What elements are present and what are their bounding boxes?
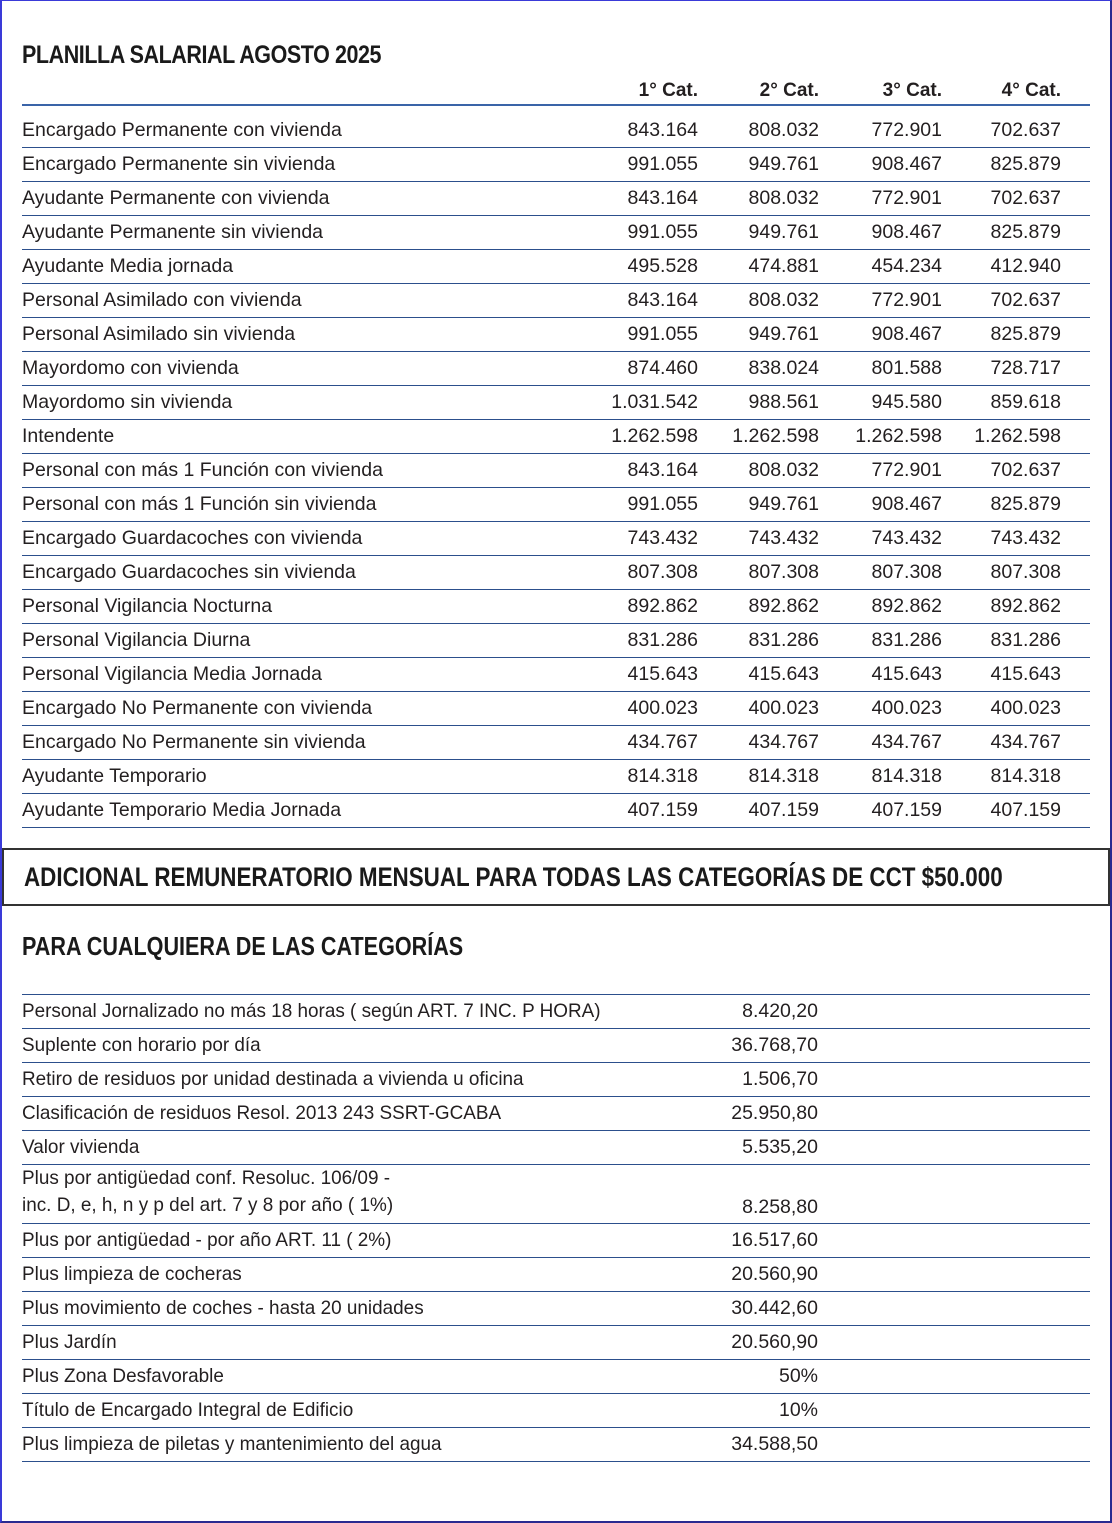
cell-cat-3: 908.467: [871, 221, 942, 243]
table-row: [22, 284, 1090, 318]
list-item: [22, 1292, 1090, 1326]
row-label: Mayordomo con vivienda: [22, 357, 239, 379]
cell-cat-4: 400.023: [990, 697, 1061, 719]
row-label: Ayudante Media jornada: [22, 255, 234, 277]
item-value: 50%: [778, 1365, 818, 1387]
cell-cat-1: 814.318: [627, 765, 698, 787]
page-title: PLANILLA SALARIAL AGOSTO 2025: [22, 41, 382, 69]
cell-cat-3: 801.588: [871, 357, 942, 379]
item-label: Plus por antigüedad conf. Resoluc. 106/09 - inc. D, e, h, n y p del art. 7 y 8 por año ( 1%): [22, 1167, 394, 1216]
table-row: [22, 794, 1090, 828]
cell-cat-4: 702.637: [990, 289, 1061, 311]
cell-cat-1: 843.164: [627, 289, 698, 311]
cell-cat-3: 831.286: [871, 629, 942, 651]
table-row: [22, 556, 1090, 590]
row-label: Mayordomo sin vivienda: [22, 391, 233, 413]
item-label: Plus Zona Desfavorable: [22, 1365, 224, 1387]
list-item: [22, 1063, 1090, 1097]
cell-cat-4: 807.308: [990, 561, 1061, 583]
list-item: [22, 1224, 1090, 1258]
cell-cat-2: 807.308: [748, 561, 819, 583]
list-item: [22, 1258, 1090, 1292]
cell-cat-4: 831.286: [990, 629, 1061, 651]
additional-pay-banner: [2, 848, 1110, 906]
cell-cat-2: 808.032: [748, 187, 819, 209]
row-label: Encargado Guardacoches con vivienda: [22, 527, 363, 549]
table-row: [22, 182, 1090, 216]
list-item: [22, 1394, 1090, 1428]
cell-cat-3: 772.901: [871, 459, 942, 481]
cell-cat-2: 838.024: [748, 357, 819, 379]
table-row: [22, 726, 1090, 760]
table-row: [22, 522, 1090, 556]
table-row: [22, 114, 1090, 148]
extras-table: [22, 994, 1090, 1462]
cell-cat-4: 702.637: [990, 459, 1061, 481]
cell-cat-3: 908.467: [871, 153, 942, 175]
table-row: [22, 658, 1090, 692]
cell-cat-3: 807.308: [871, 561, 942, 583]
cell-cat-2: 434.767: [748, 731, 819, 753]
list-item: [22, 1097, 1090, 1131]
item-label: Título de Encargado Integral de Edificio: [22, 1399, 354, 1421]
table-row: [22, 760, 1090, 794]
cell-cat-1: 874.460: [627, 357, 698, 379]
cell-cat-2: 949.761: [748, 323, 819, 345]
list-item: [22, 1029, 1090, 1063]
cell-cat-2: 814.318: [748, 765, 819, 787]
cell-cat-4: 825.879: [990, 323, 1061, 345]
cell-cat-2: 1.262.598: [732, 425, 819, 447]
cell-cat-1: 400.023: [627, 697, 698, 719]
table-row: [22, 454, 1090, 488]
table-row: [22, 318, 1090, 352]
cell-cat-4: 407.159: [990, 799, 1061, 821]
cell-cat-3: 400.023: [871, 697, 942, 719]
column-header-cat-3: 3° Cat.: [882, 80, 942, 101]
cell-cat-1: 1.262.598: [611, 425, 698, 447]
cell-cat-4: 702.637: [990, 119, 1061, 141]
item-label: Plus limpieza de cocheras: [22, 1263, 242, 1285]
item-value: 20.560,90: [731, 1263, 818, 1285]
row-label: Intendente: [22, 425, 115, 447]
row-label: Encargado No Permanente sin vivienda: [22, 731, 366, 753]
cell-cat-4: 702.637: [990, 187, 1061, 209]
item-label: Plus Jardín: [22, 1331, 117, 1353]
row-label: Personal Asimilado con vivienda: [22, 289, 302, 311]
item-value: 30.442,60: [731, 1297, 818, 1319]
section-subtitle: PARA CUALQUIERA DE LAS CATEGORÍAS: [22, 931, 464, 961]
column-header-cat-1: 1° Cat.: [638, 80, 698, 101]
cell-cat-2: 808.032: [748, 459, 819, 481]
row-label: Personal Asimilado sin vivienda: [22, 323, 296, 345]
item-value: 36.768,70: [731, 1034, 818, 1056]
cell-cat-4: 825.879: [990, 493, 1061, 515]
table-row: [22, 692, 1090, 726]
item-value: 20.560,90: [731, 1331, 818, 1353]
cell-cat-1: 843.164: [627, 459, 698, 481]
cell-cat-2: 743.432: [748, 527, 819, 549]
cell-cat-3: 454.234: [871, 255, 942, 277]
cell-cat-2: 808.032: [748, 289, 819, 311]
cell-cat-3: 772.901: [871, 187, 942, 209]
cell-cat-1: 843.164: [627, 187, 698, 209]
cell-cat-3: 908.467: [871, 493, 942, 515]
row-label: Encargado No Permanente con vivienda: [22, 697, 373, 719]
item-value: 34.588,50: [731, 1433, 818, 1455]
cell-cat-2: 831.286: [748, 629, 819, 651]
cell-cat-4: 1.262.598: [974, 425, 1061, 447]
cell-cat-2: 892.862: [748, 595, 819, 617]
table-row: [22, 386, 1090, 420]
table-row: [22, 590, 1090, 624]
cell-cat-1: 843.164: [627, 119, 698, 141]
cell-cat-2: 949.761: [748, 153, 819, 175]
row-label: Personal con más 1 Función sin vivienda: [22, 493, 377, 515]
list-item: [22, 995, 1090, 1029]
cell-cat-3: 772.901: [871, 119, 942, 141]
cell-cat-4: 814.318: [990, 765, 1061, 787]
cell-cat-3: 434.767: [871, 731, 942, 753]
cell-cat-1: 434.767: [627, 731, 698, 753]
table-row: [22, 216, 1090, 250]
row-label: Personal Vigilancia Nocturna: [22, 595, 273, 617]
cell-cat-1: 807.308: [627, 561, 698, 583]
cell-cat-3: 945.580: [871, 391, 942, 413]
cell-cat-1: 743.432: [627, 527, 698, 549]
cell-cat-4: 415.643: [990, 663, 1061, 685]
row-label: Ayudante Permanente sin vivienda: [22, 221, 324, 243]
row-label: Personal Vigilancia Media Jornada: [22, 663, 322, 685]
cell-cat-4: 743.432: [990, 527, 1061, 549]
row-label: Personal Vigilancia Diurna: [22, 629, 251, 651]
cell-cat-1: 495.528: [627, 255, 698, 277]
cell-cat-2: 474.881: [748, 255, 819, 277]
row-label: Encargado Permanente con vivienda: [22, 119, 342, 141]
cell-cat-3: 743.432: [871, 527, 942, 549]
item-value: 25.950,80: [731, 1102, 818, 1124]
banner-text: ADICIONAL REMUNERATORIO MENSUAL PARA TODAS LAS CATEGORÍAS DE CCT $50.000: [24, 861, 1003, 892]
list-item: [22, 1428, 1090, 1462]
row-label: Encargado Guardacoches sin vivienda: [22, 561, 356, 583]
table-row: [22, 352, 1090, 386]
salary-rows: [22, 114, 1090, 828]
cell-cat-3: 814.318: [871, 765, 942, 787]
table-row: [22, 148, 1090, 182]
list-item: [22, 1326, 1090, 1360]
cell-cat-4: 434.767: [990, 731, 1061, 753]
cell-cat-3: 415.643: [871, 663, 942, 685]
cell-cat-3: 772.901: [871, 289, 942, 311]
cell-cat-1: 415.643: [627, 663, 698, 685]
row-label: Ayudante Temporario Media Jornada: [22, 799, 342, 821]
item-label: Clasificación de residuos Resol. 2013 243 SSRT-GCABA: [22, 1102, 502, 1124]
cell-cat-4: 412.940: [990, 255, 1061, 277]
table-row: [22, 420, 1090, 454]
cell-cat-2: 949.761: [748, 493, 819, 515]
column-header-cat-4: 4° Cat.: [1001, 80, 1061, 101]
cell-cat-1: 892.862: [627, 595, 698, 617]
row-label: Personal con más 1 Función con vivienda: [22, 459, 383, 481]
cell-cat-2: 808.032: [748, 119, 819, 141]
table-row: [22, 488, 1090, 522]
cell-cat-4: 728.717: [990, 357, 1061, 379]
cell-cat-3: 892.862: [871, 595, 942, 617]
cell-cat-4: 825.879: [990, 153, 1061, 175]
cell-cat-3: 1.262.598: [855, 425, 942, 447]
cell-cat-2: 949.761: [748, 221, 819, 243]
cell-cat-1: 991.055: [627, 493, 698, 515]
cell-cat-1: 831.286: [627, 629, 698, 651]
cell-cat-2: 988.561: [748, 391, 819, 413]
item-label: Plus movimiento de coches - hasta 20 unidades: [22, 1297, 424, 1319]
item-value: 10%: [778, 1399, 818, 1421]
cell-cat-3: 908.467: [871, 323, 942, 345]
item-label: Valor vivienda: [22, 1136, 140, 1158]
cell-cat-1: 407.159: [627, 799, 698, 821]
cell-cat-3: 407.159: [871, 799, 942, 821]
table-row: [22, 624, 1090, 658]
list-item: [22, 1360, 1090, 1394]
item-label: Suplente con horario por día: [22, 1034, 261, 1056]
cell-cat-2: 415.643: [748, 663, 819, 685]
row-label: Ayudante Permanente con vivienda: [22, 187, 330, 209]
column-header-cat-2: 2° Cat.: [759, 80, 819, 101]
item-value: 8.258,80: [742, 1196, 818, 1218]
item-value: 5.535,20: [742, 1136, 818, 1158]
item-value: 8.420,20: [742, 1000, 818, 1022]
salary-table: [22, 73, 1090, 828]
cell-cat-1: 991.055: [627, 323, 698, 345]
cell-cat-1: 991.055: [627, 153, 698, 175]
cell-cat-1: 1.031.542: [611, 391, 698, 413]
item-label: Plus limpieza de piletas y mantenimiento del agua: [22, 1433, 442, 1455]
list-item: [22, 1131, 1090, 1165]
item-label: Retiro de residuos por unidad destinada a vivienda u oficina: [22, 1068, 524, 1090]
cell-cat-2: 407.159: [748, 799, 819, 821]
list-item: [22, 1165, 1090, 1224]
cell-cat-2: 400.023: [748, 697, 819, 719]
cell-cat-4: 892.862: [990, 595, 1061, 617]
row-label: Ayudante Temporario: [22, 765, 207, 787]
item-label: Plus por antigüedad - por año ART. 11 ( 2%): [22, 1229, 392, 1251]
row-label: Encargado Permanente sin vivienda: [22, 153, 336, 175]
cell-cat-4: 859.618: [990, 391, 1061, 413]
cell-cat-4: 825.879: [990, 221, 1061, 243]
item-value: 16.517,60: [731, 1229, 818, 1251]
table-row: [22, 250, 1090, 284]
item-value: 1.506,70: [742, 1068, 818, 1090]
table-header: [22, 73, 1090, 106]
item-label: Personal Jornalizado no más 18 horas ( según ART. 7 INC. P HORA): [22, 1000, 601, 1022]
cell-cat-1: 991.055: [627, 221, 698, 243]
